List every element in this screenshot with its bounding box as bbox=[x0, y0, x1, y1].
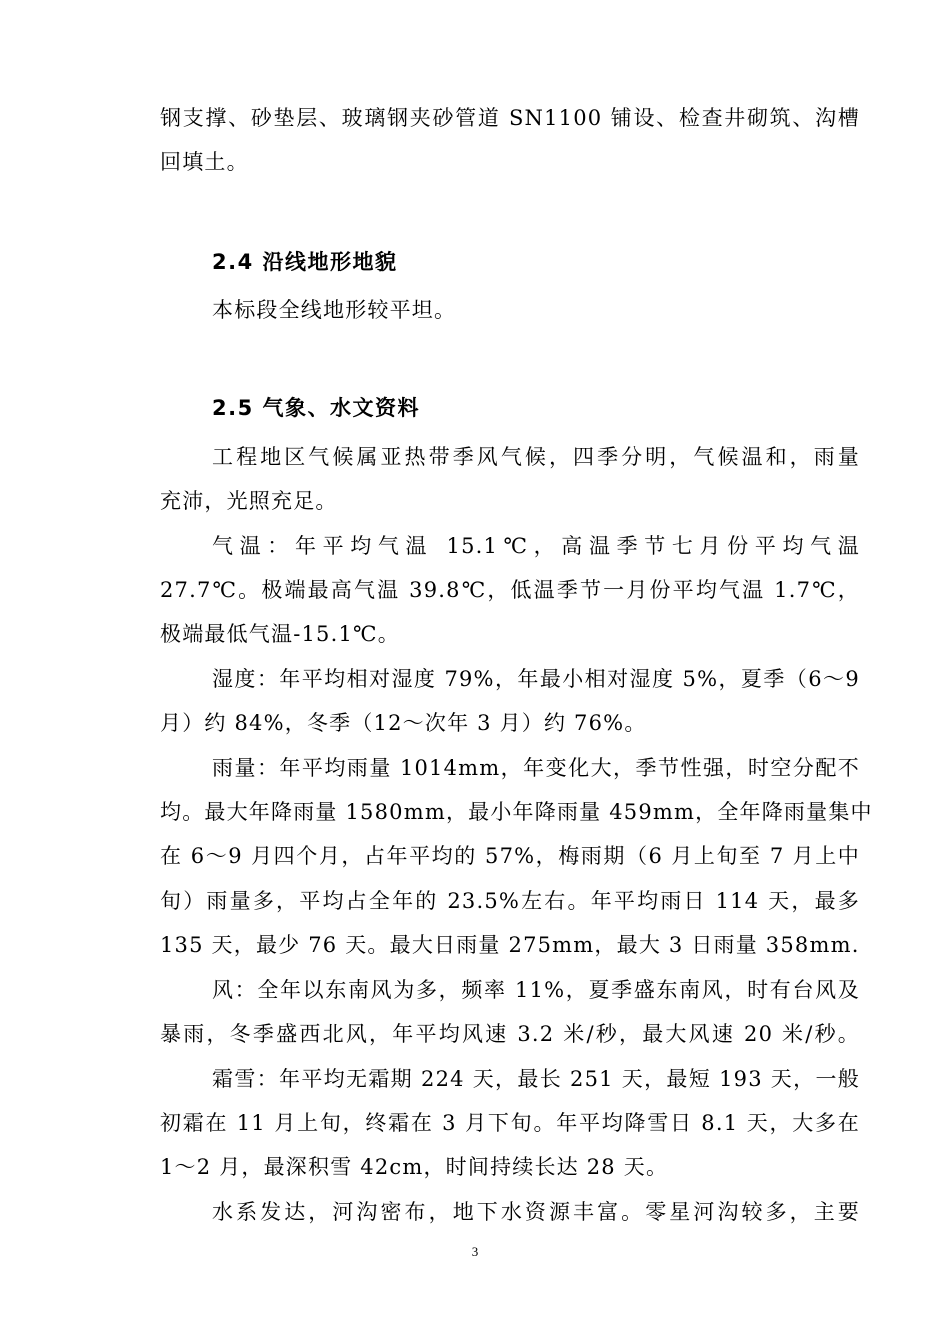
paragraph-line: 月）约 84%，冬季（12～次年 3 月）约 76%。 bbox=[160, 711, 647, 735]
paragraph-line: 风：全年以东南风为多，频率 11%，夏季盛东南风，时有台风及 bbox=[212, 978, 860, 1002]
paragraph-line: 极端最低气温-15.1℃。 bbox=[160, 622, 400, 646]
paragraph-line: 27.7℃。极端最高气温 39.8℃，低温季节一月份平均气温 1.7℃， bbox=[160, 578, 860, 602]
paragraph-line: 湿度：年平均相对湿度 79%，年最小相对湿度 5%，夏季（6～9 bbox=[212, 667, 860, 691]
paragraph-line: 回填土。 bbox=[160, 150, 249, 174]
paragraph-line: 雨量：年平均雨量 1014mm，年变化大，季节性强，时空分配不 bbox=[212, 756, 860, 780]
paragraph-line: 本标段全线地形较平坦。 bbox=[212, 298, 457, 322]
paragraph-line: 工程地区气候属亚热带季风气候，四季分明，气候温和，雨量 bbox=[212, 445, 860, 469]
paragraph-line: 气温：年平均气温 15.1℃，高温季节七月份平均气温 bbox=[212, 534, 860, 558]
section-heading-2-5: 2.5 气象、水文资料 bbox=[212, 396, 421, 420]
paragraph-line: 水系发达，河沟密布，地下水资源丰富。零星河沟较多，主要 bbox=[212, 1200, 860, 1224]
paragraph-line: 均。最大年降雨量 1580mm，最小年降雨量 459mm，全年降雨量集中 bbox=[160, 800, 873, 824]
page-number: 3 bbox=[471, 1244, 479, 1259]
paragraph-line: 钢支撑、砂垫层、玻璃钢夹砂管道 SN1100 铺设、检查井砌筑、沟槽 bbox=[160, 106, 860, 130]
paragraph-line: 旬）雨量多，平均占全年的 23.5%左右。年平均雨日 114 天，最多 bbox=[160, 889, 860, 913]
paragraph-line: 充沛，光照充足。 bbox=[160, 489, 338, 513]
paragraph-line: 1～2 月，最深积雪 42cm，时间持续长达 28 天。 bbox=[160, 1155, 669, 1179]
section-heading-2-4: 2.4 沿线地形地貌 bbox=[212, 250, 398, 274]
paragraph-line: 初霜在 11 月上旬，终霜在 3 月下旬。年平均降雪日 8.1 天，大多在 bbox=[160, 1111, 860, 1135]
paragraph-line: 135 天，最少 76 天。最大日雨量 275mm，最大 3 日雨量 358mm. bbox=[160, 933, 860, 957]
paragraph-line: 在 6～9 月四个月，占年平均的 57%，梅雨期（6 月上旬至 7 月上中 bbox=[160, 844, 860, 868]
paragraph-line: 霜雪：年平均无霜期 224 天，最长 251 天，最短 193 天，一般 bbox=[212, 1067, 860, 1091]
paragraph-line: 暴雨，冬季盛西北风，年平均风速 3.2 米/秒，最大风速 20 米/秒。 bbox=[160, 1022, 860, 1046]
